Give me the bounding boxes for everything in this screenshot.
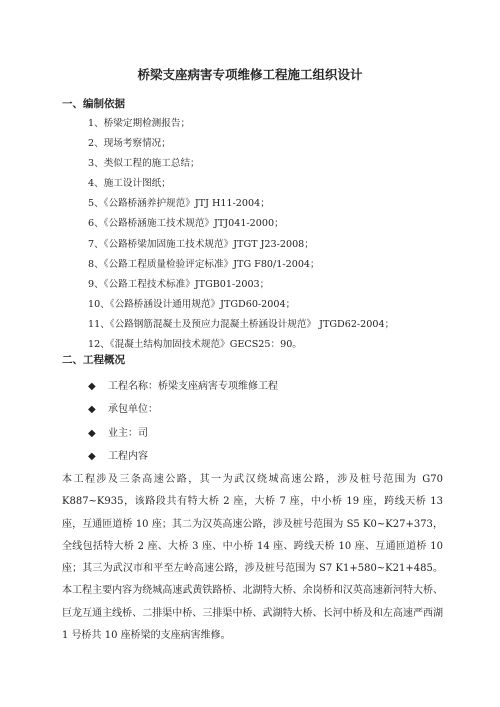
project-description-paragraph: 本工程涉及三条高速公路，其一为武汉绕城高速公路，涉及桩号范围为 G70 K887~K935，该路段共有特大桥 2 座，大桥 7 座，中小桥 19 座，跨线天桥 13 座，互通匝道桥 10 座；其二为汉英高速公路，涉及桩号范围为 S5 K0~K27+373，全线包括特大桥 2 座、大桥 3 座、中小桥 14 座、跨线天桥 10 座、互通匝道桥 10 座；其三为武汉市和平至左岭高速公路，涉及桩号范围为 S7 K1+580~K21+485。本工程主要内容为绕城高速武黄铁路桥、北湖特大桥、余岗桥和汉英高速新河特大桥、巨龙互通主线桥、二排渠中桥、三排渠中桥、武湖特大桥、长河中桥及和左高速严西湖 1 号桥共 10 座桥梁的支座病害维修。 xyxy=(62,474,443,642)
list-item xyxy=(88,375,278,398)
reference-list xyxy=(88,114,394,355)
list-item: 5、《公路桥涵养护规范》JTJ H11-2004； xyxy=(88,198,270,210)
page-title: 桥梁支座病害专项维修工程施工组织设计 xyxy=(137,67,363,82)
list-item: 10、《公路桥涵设计通用规范》JTGD60-2004； xyxy=(88,298,296,310)
list-item: 6、《公路桥涵施工技术规范》JTJ041-2000； xyxy=(88,218,284,230)
list-item: 1、桥梁定期检测报告； xyxy=(88,118,191,129)
list-item: 12、《混凝土结构加固技术规范》GECS25：90。 xyxy=(88,339,302,351)
list-item: 4、施工设计图纸； xyxy=(88,178,171,190)
list-item: 8、《公路工程质量检验评定标准》JTG F80/1-2004； xyxy=(88,258,320,270)
section-heading-basis: 一、编制依据 xyxy=(62,98,125,110)
diamond-bullet-icon: ◆ xyxy=(88,381,96,392)
list-item: 2、现场考察情况； xyxy=(88,138,171,150)
bullet-text: 工程内容 xyxy=(108,450,148,462)
diamond-bullet-icon: ◆ xyxy=(88,450,96,462)
bullet-text: 工程名称：桥梁支座病害专项维修工程 xyxy=(108,381,278,392)
bullet-text: 业主：司 xyxy=(108,427,148,439)
section-heading-overview: 二、工程概况 xyxy=(62,354,125,366)
list-item: 7、《公路桥梁加固施工技术规范》JTGT J23-2008； xyxy=(88,238,314,250)
diamond-bullet-icon: ◆ xyxy=(88,404,96,416)
overview-bullet-list xyxy=(88,375,278,468)
bullet-text: 承包单位： xyxy=(108,404,158,416)
list-item: 3、类似工程的施工总结； xyxy=(88,158,200,170)
list-item xyxy=(88,398,278,421)
diamond-bullet-icon: ◆ xyxy=(88,427,96,439)
list-item: 11、《公路钢筋混凝土及预应力混凝土桥涵设计规范》 JTGD62-2004； xyxy=(88,318,395,330)
list-item xyxy=(88,445,278,468)
list-item: 9、《公路工程技术标准》JTGB01-2003； xyxy=(88,278,270,290)
list-item xyxy=(88,422,278,445)
